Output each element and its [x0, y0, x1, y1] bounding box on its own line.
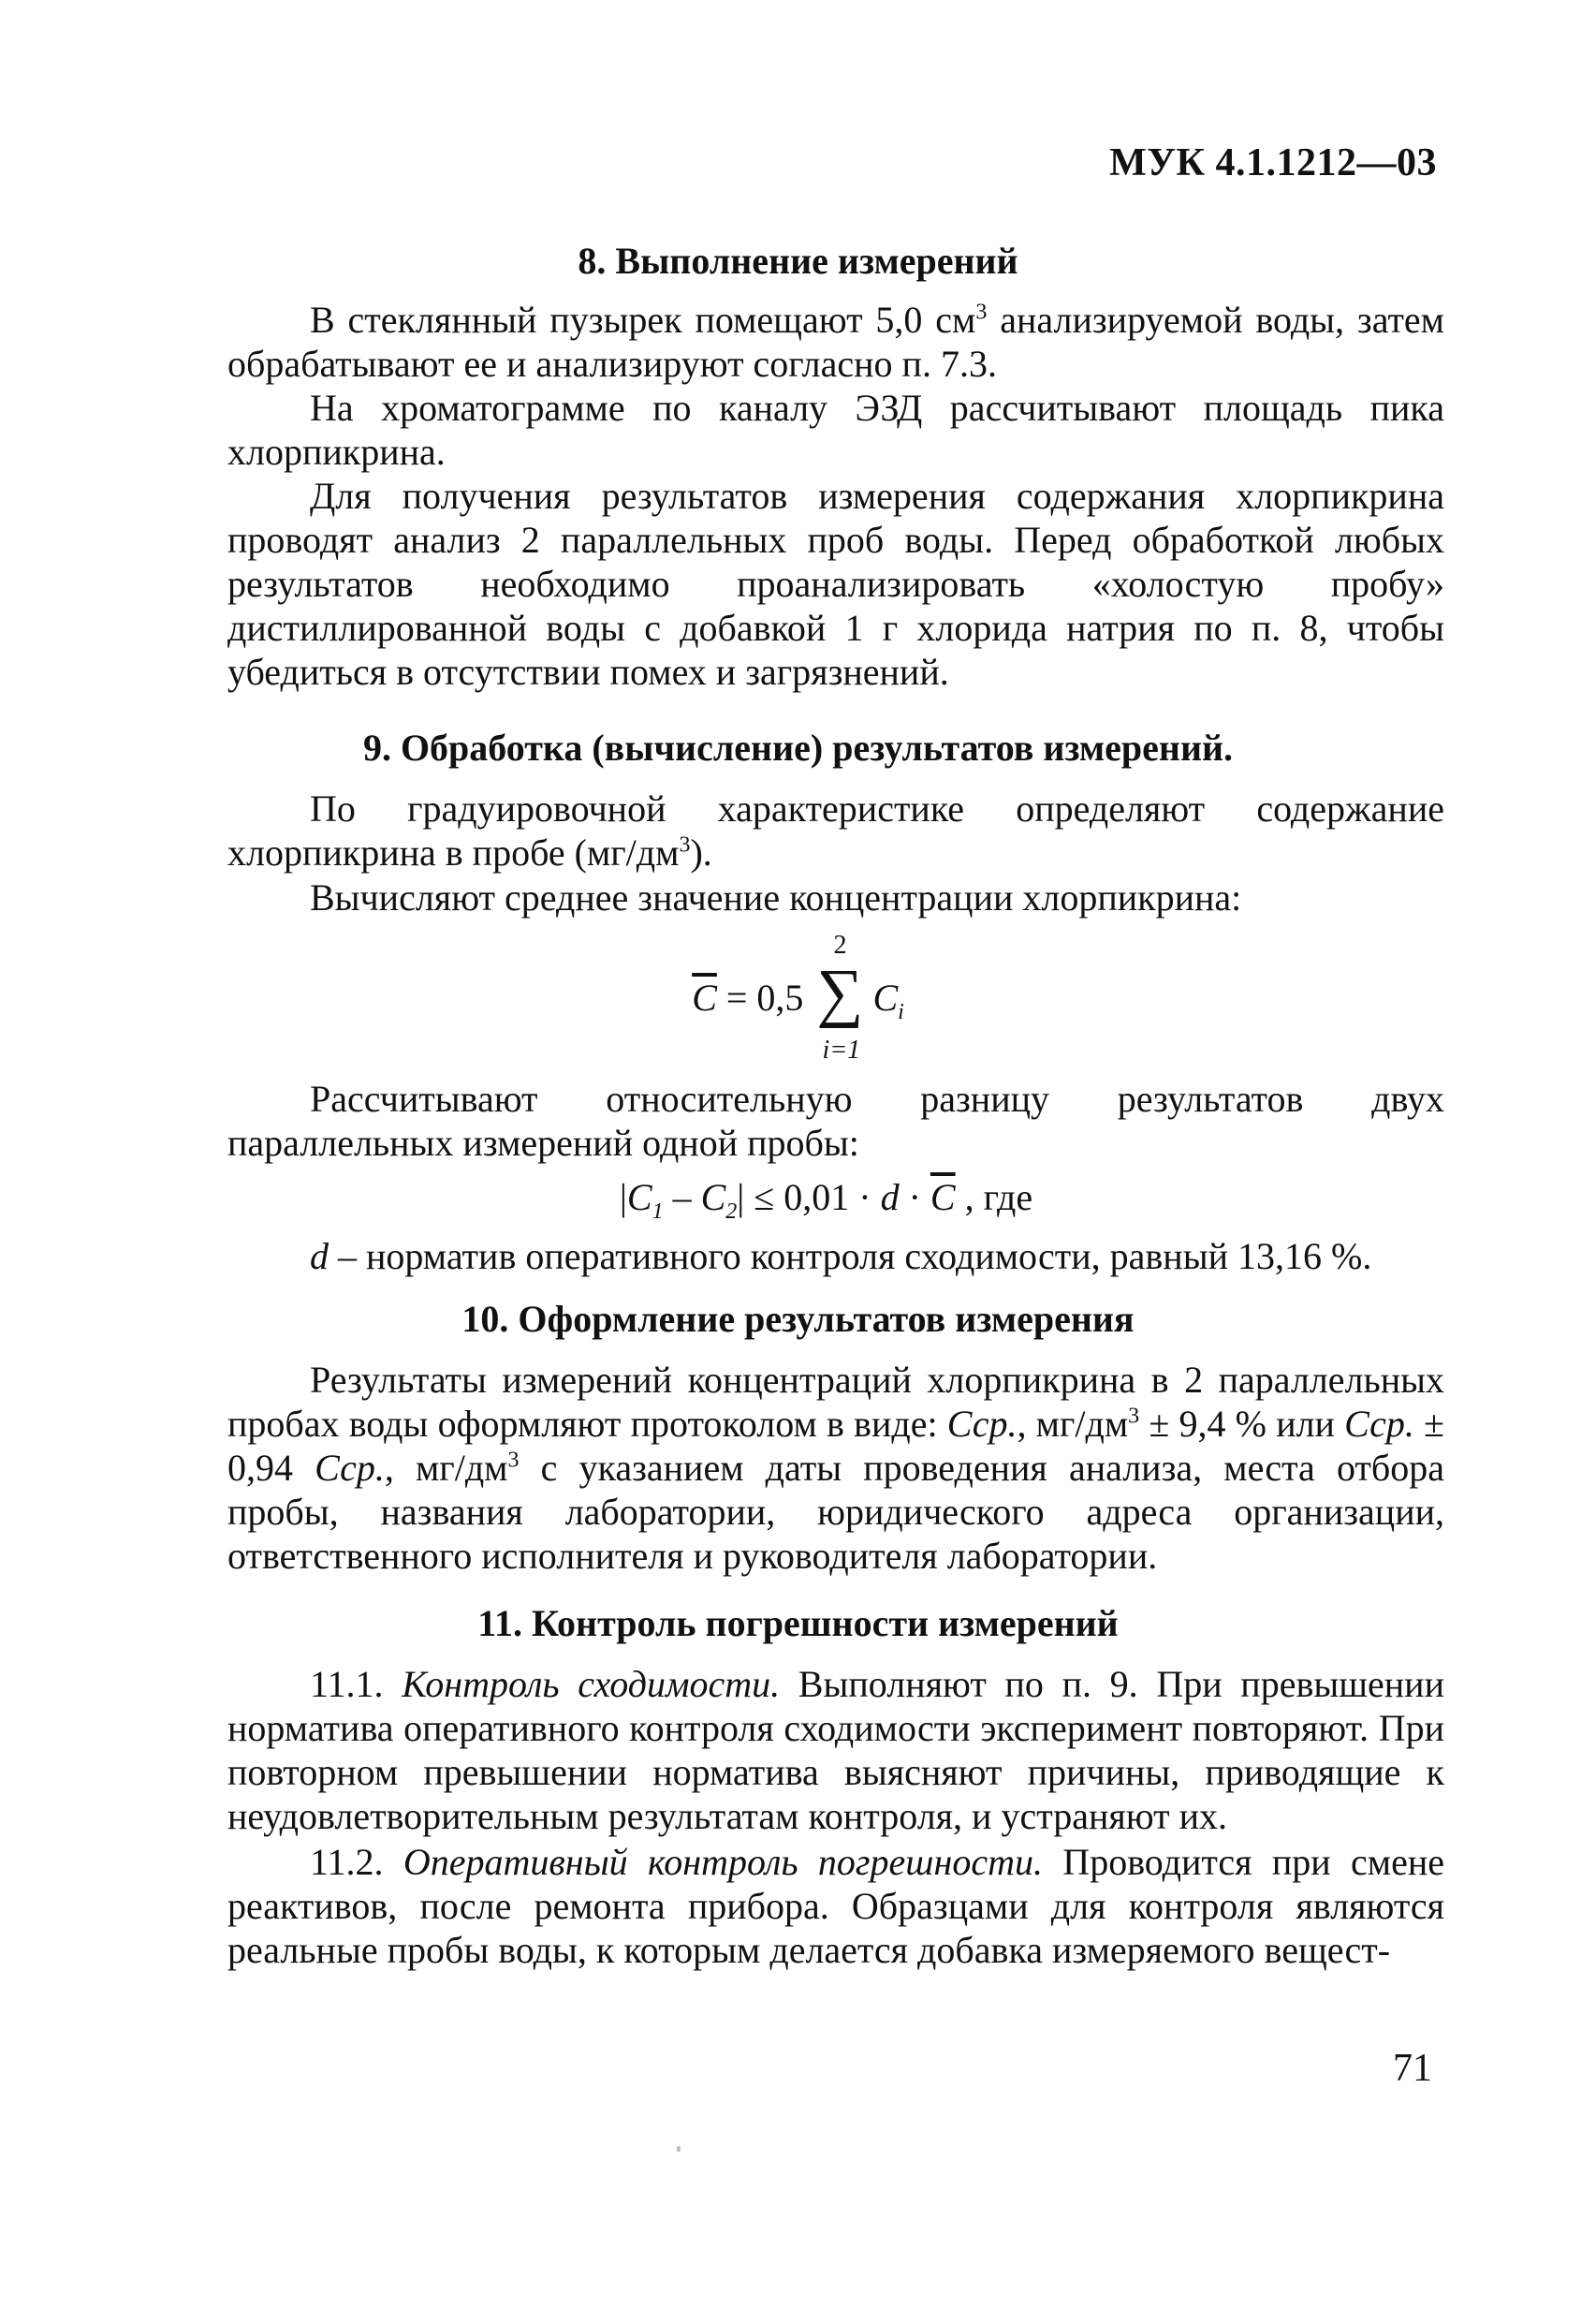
- scan-speck: [677, 2146, 681, 2152]
- section-10-paragraph-1: Результаты измерений концентраций хлорпикрина в 2 параллельных пробах воды оформляют протоколом в виде: Сср., $мг/дм^3 \pm 9,4$ % или Сср. ± 0,94 Сср., $мг/дм^3$ с указанием даты проведения анализа, места отбора пробы, названия лаборатории, юридического адреса организации, ответственного исполнителя и руководителя лаборатории.: [227, 1359, 1445, 1577]
- section-9-paragraph-4: d – норматив оперативного контроля сходимости, равный 13,16 %.: [310, 1235, 1372, 1277]
- section-9-paragraph-1: По градуировочной характеристике определяют содержание хлорпикрина в пробе $(мг/дм^3)$.: [227, 787, 1444, 874]
- section-8-paragraph-1: В стеклянный пузырек помещают 5,0 $см^3$ анализируемой воды, затем обрабатывают ее и анализируют согласно п. 7.3.: [227, 299, 1444, 385]
- document-code: МУК 4.1.1212—03: [1109, 141, 1437, 184]
- summation-sign: 2 ∑ i=1: [816, 931, 864, 1065]
- section-11-paragraph-2: 11.2. Оперативный контроль погрешности. Проводится при смене реактивов, после ремонта прибора. Образцами для контроля являются реальные пробы воды, к которым делается добавка измеряемого вещест-: [227, 1841, 1444, 1971]
- mean-formula: $\overline{C} = 0,5$ 2 ∑ i=1 $C_i$: [692, 931, 904, 1065]
- section-11-title: 11. Контроль погрешности измерений: [477, 1602, 1119, 1644]
- section-9-title: 9. Обработка (вычисление) результатов измерений.: [362, 727, 1234, 769]
- page-number: 71: [1393, 2047, 1432, 2090]
- section-10-title: 10. Оформление результатов измерения: [461, 1298, 1135, 1340]
- section-9-paragraph-3: Рассчитывают относительную разницу результатов двух параллельных измерений одной пробы:: [227, 1078, 1444, 1164]
- section-8-paragraph-3: Для получения результатов измерения содержания хлорпикрина проводят анализ 2 параллельных проб воды. Перед обработкой любых результатов необходимо проанализировать «холостую пробу» дистиллированной воды с добавкой 1 г хлорида натрия по п. 8, чтобы убедиться в отсутствии помех и загрязнений.: [227, 475, 1444, 693]
- section-9-paragraph-2: Вычисляют среднее значение концентрации хлорпикрина:: [310, 876, 1242, 919]
- section-11-paragraph-1: 11.1. Контроль сходимости. Выполняют по п. 9. При превышении норматива оперативного контроля сходимости эксперимент повторяют. При повторном превышении норматива выясняют причины, приводящие к неудовлетворительным результатам контроля, и устраняют их.: [227, 1663, 1444, 1837]
- section-8-title: 8. Выполнение измерений: [578, 240, 1018, 282]
- difference-formula: $|C_1 - C_2| \le 0,01 \cdot d \cdot \overline{C}$ , где: [619, 1176, 1033, 1224]
- section-8-paragraph-2: На хроматограмме по каналу ЭЗД рассчитывают площадь пика хлорпикрина.: [227, 387, 1444, 473]
